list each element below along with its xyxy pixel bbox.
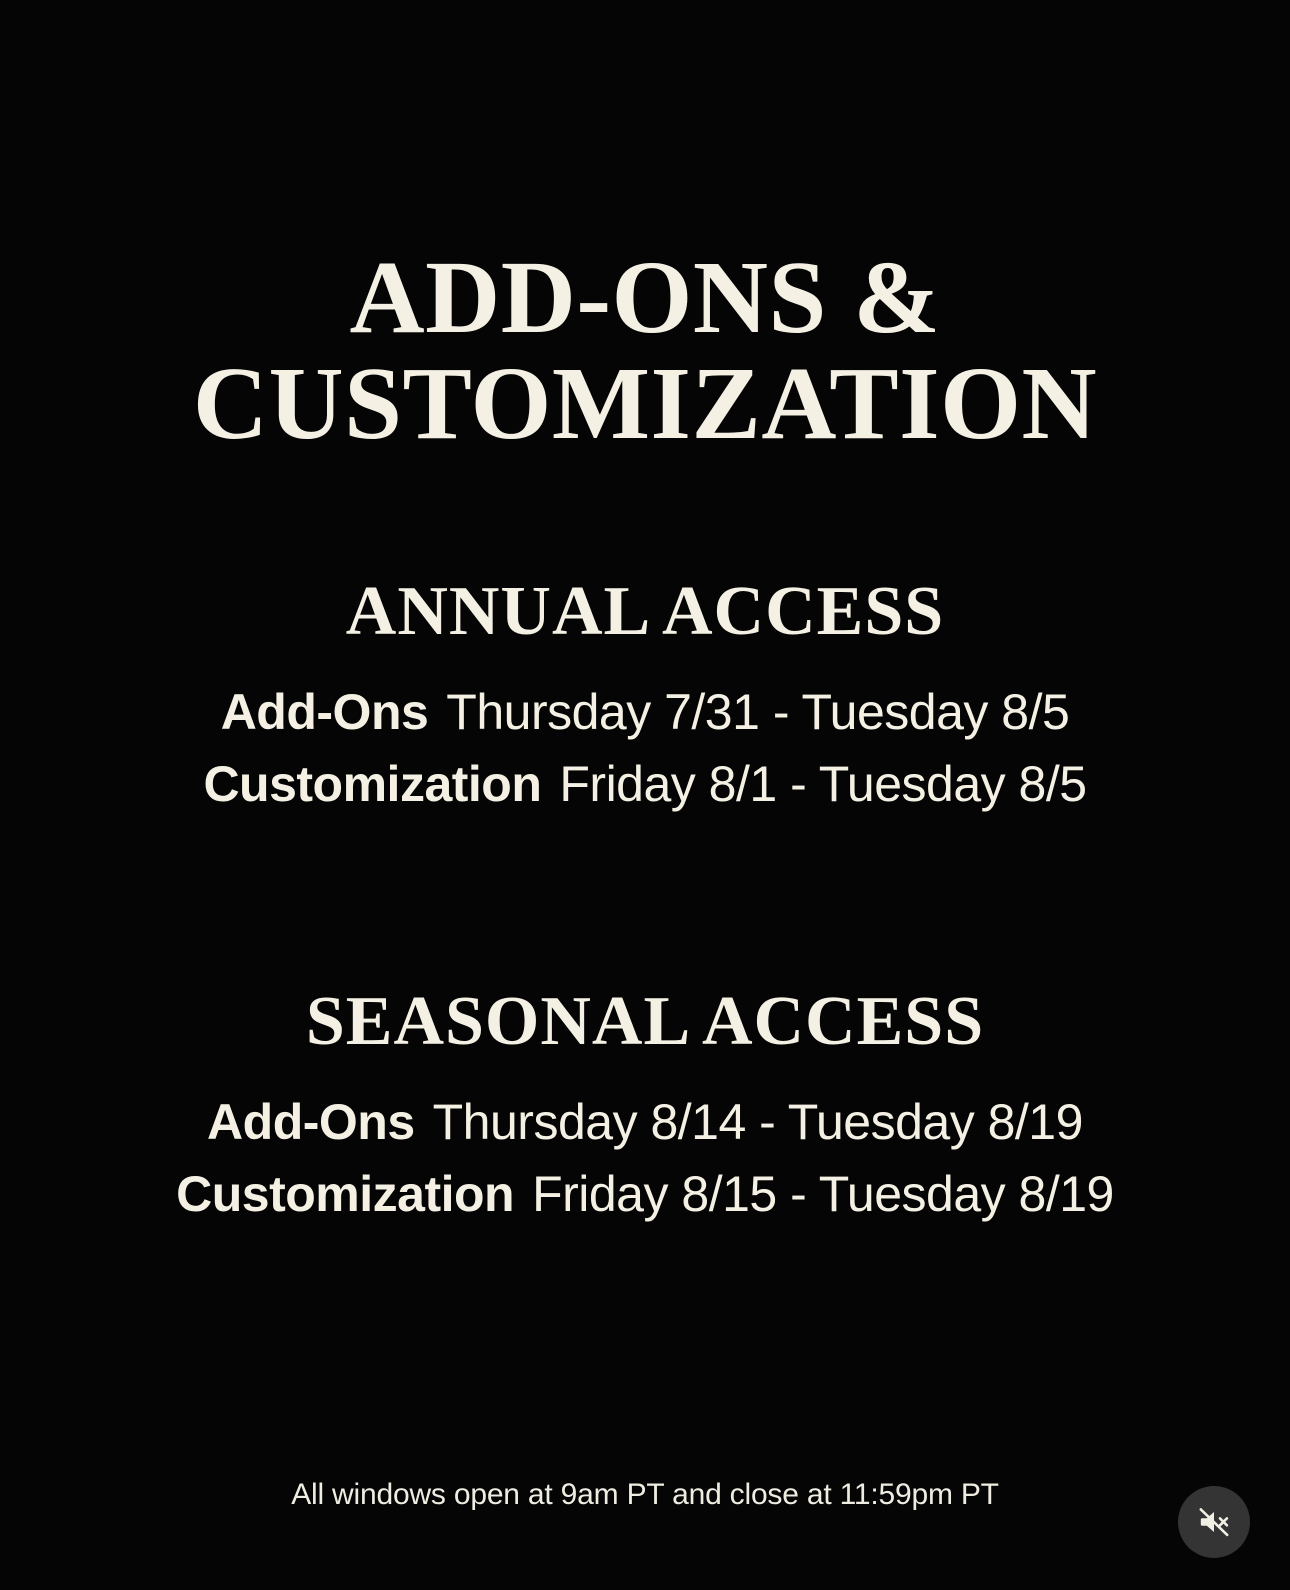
seasonal-schedule-rows xyxy=(0,1093,1290,1223)
page-title-line-1: ADD-ONS & xyxy=(349,240,941,355)
schedule-row-label: Add-Ons xyxy=(207,1094,415,1151)
mute-toggle-button[interactable] xyxy=(1178,1486,1250,1558)
schedule-row-value: Thursday 7/31 - Tuesday 8/5 xyxy=(446,684,1070,741)
schedule-row-label: Add-Ons xyxy=(220,684,429,741)
schedule-row-label: Customization xyxy=(203,756,542,813)
schedule-row-label: Customization xyxy=(176,1166,515,1223)
schedule-row xyxy=(0,683,1290,741)
section-seasonal-access xyxy=(0,983,1290,1237)
footnote-text: All windows open at 9am PT and close at 11:59pm PT xyxy=(291,1478,999,1511)
section-annual-access xyxy=(0,573,1290,827)
schedule-row xyxy=(0,755,1290,813)
schedule-row-value: Friday 8/1 - Tuesday 8/5 xyxy=(559,756,1087,813)
section-heading-seasonal: SEASONAL ACCESS xyxy=(305,983,985,1061)
page-title-line-2: CUSTOMIZATION xyxy=(192,345,1098,461)
page-title xyxy=(0,240,1290,461)
section-heading-annual: ANNUAL ACCESS xyxy=(345,573,945,651)
schedule-row xyxy=(0,1093,1290,1151)
schedule-row xyxy=(0,1165,1290,1223)
schedule-row-value: Friday 8/15 - Tuesday 8/19 xyxy=(532,1166,1114,1223)
speaker-muted-icon xyxy=(1196,1504,1232,1540)
annual-schedule-rows xyxy=(0,683,1290,813)
schedule-row-value: Thursday 8/14 - Tuesday 8/19 xyxy=(432,1094,1083,1151)
